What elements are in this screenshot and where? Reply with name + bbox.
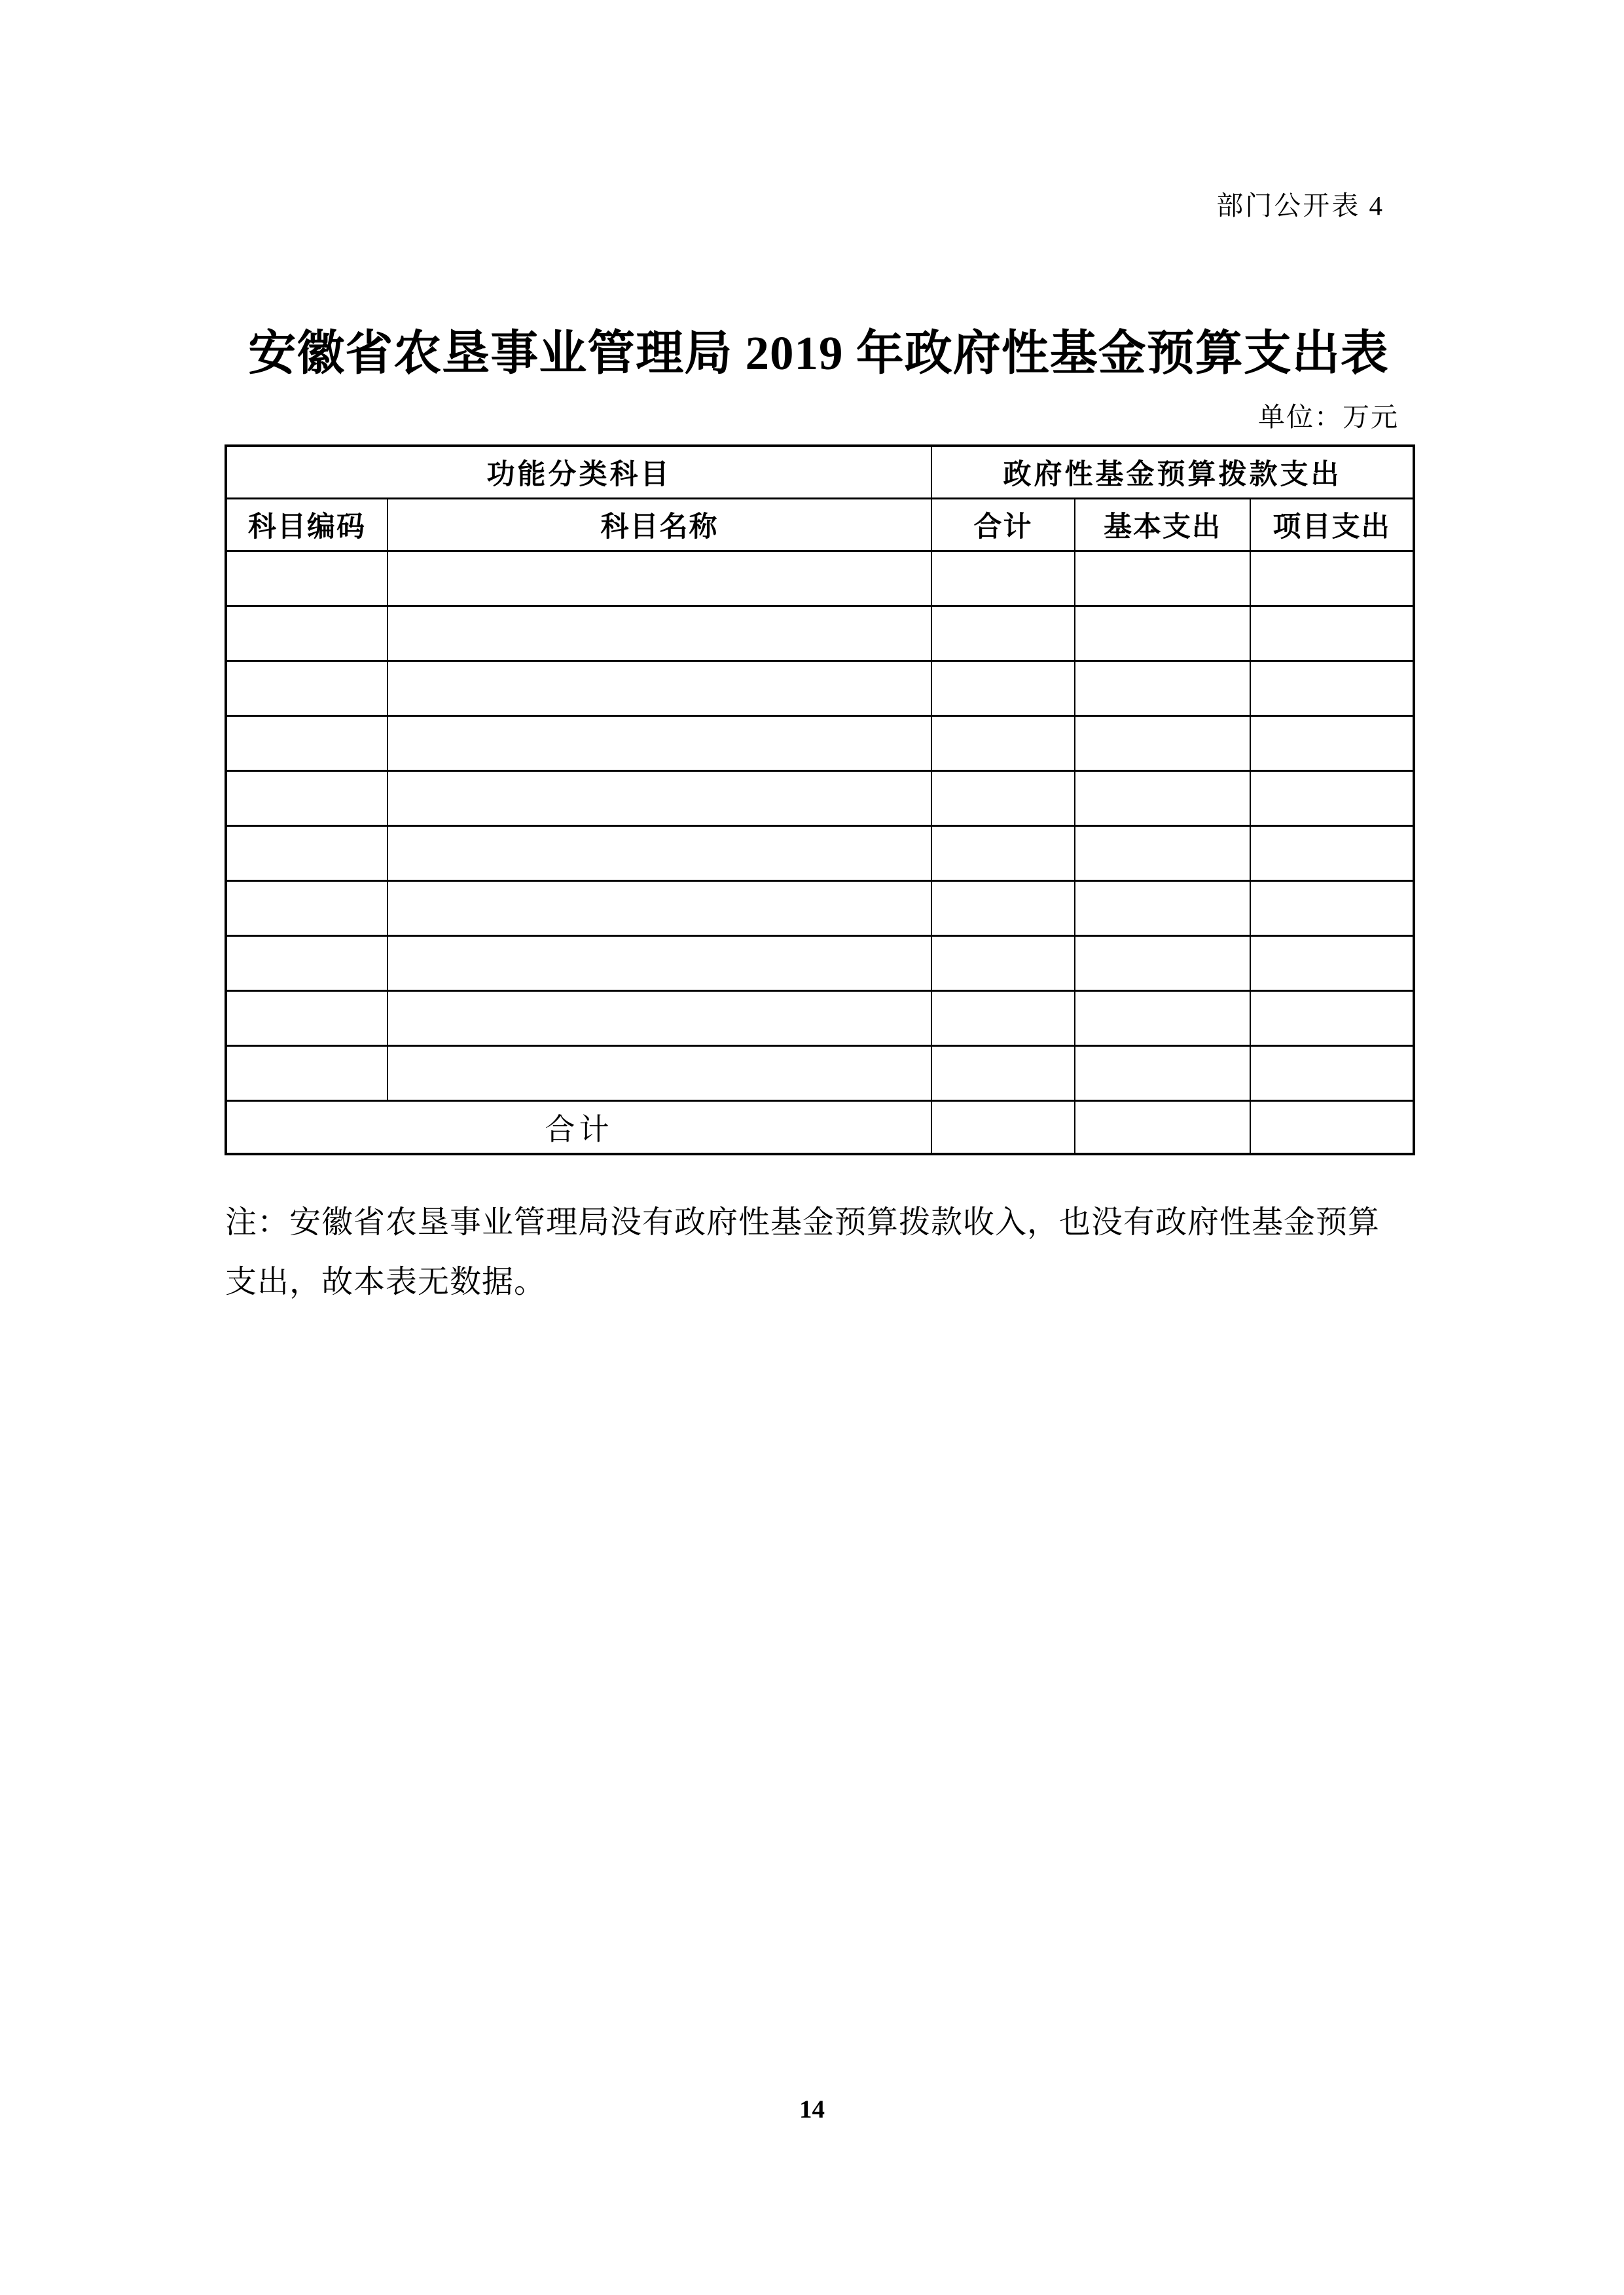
table-cell — [931, 825, 1075, 880]
total-label-cell: 合计 — [226, 1100, 931, 1154]
table-cell — [1075, 825, 1250, 880]
table-cell — [1075, 880, 1250, 935]
table-row — [226, 825, 1414, 880]
table-cell — [1250, 715, 1414, 770]
table-cell — [226, 935, 388, 990]
table-cell — [931, 880, 1075, 935]
table-row — [226, 770, 1414, 825]
header-group-function-classification: 功能分类科目 — [226, 446, 931, 498]
table-cell — [1075, 770, 1250, 825]
unit-label: 单位：万元 — [1258, 402, 1399, 432]
table-body — [226, 551, 1414, 1100]
table-cell — [1075, 551, 1250, 605]
total-row — [226, 1100, 1414, 1154]
total-value-total — [931, 1100, 1075, 1154]
table-cell — [388, 880, 931, 935]
table-cell — [1250, 770, 1414, 825]
table-row — [226, 1045, 1414, 1100]
table-cell — [1250, 551, 1414, 605]
table-cell — [931, 715, 1075, 770]
table-cell — [388, 551, 931, 605]
col-header-basic-expenditure: 基本支出 — [1075, 498, 1250, 551]
table-cell — [226, 990, 388, 1045]
table-cell — [226, 880, 388, 935]
table-row — [226, 990, 1414, 1045]
table-cell — [226, 551, 388, 605]
table-row — [226, 660, 1414, 715]
footnote-line-2: 支出，故本表无数据。 — [225, 1265, 547, 1299]
table-row — [226, 605, 1414, 660]
footnote-line-1: 注：安徽省农垦事业管理局没有政府性基金预算拨款收入，也没有政府性基金预算 — [225, 1205, 1380, 1240]
table-cell — [388, 770, 931, 825]
budget-table — [225, 444, 1415, 1155]
table-cell — [226, 770, 388, 825]
page-title: 安徽省农垦事业管理局 2019 年政府性基金预算支出表 — [248, 327, 1389, 380]
table-cell — [931, 551, 1075, 605]
table-cell — [1250, 825, 1414, 880]
table-cell — [1075, 935, 1250, 990]
col-header-subject-code: 科目编码 — [226, 498, 388, 551]
table-row — [226, 880, 1414, 935]
total-value-basic — [1075, 1100, 1250, 1154]
header-group-row — [226, 446, 1414, 498]
table-cell — [388, 1045, 931, 1100]
table-cell — [931, 990, 1075, 1045]
col-header-total: 合计 — [931, 498, 1075, 551]
table-cell — [1250, 880, 1414, 935]
table-cell — [1250, 935, 1414, 990]
table-cell — [1075, 990, 1250, 1045]
table-row — [226, 715, 1414, 770]
corner-label: 部门公开表 4 — [1216, 190, 1384, 221]
footnote — [225, 1193, 1423, 1312]
table-cell — [1250, 1045, 1414, 1100]
table-cell — [388, 990, 931, 1045]
header-group-government-fund-expenditure: 政府性基金预算拨款支出 — [931, 446, 1414, 498]
table-cell — [931, 660, 1075, 715]
table-cell — [1075, 1045, 1250, 1100]
table-cell — [226, 1045, 388, 1100]
table-cell — [1250, 660, 1414, 715]
table-cell — [931, 935, 1075, 990]
table-cell — [1250, 605, 1414, 660]
table-cell — [1250, 990, 1414, 1045]
table-cell — [226, 825, 388, 880]
column-header-row — [226, 498, 1414, 551]
table-cell — [388, 660, 931, 715]
table-cell — [388, 935, 931, 990]
page-number: 14 — [799, 2095, 825, 2123]
table-cell — [388, 605, 931, 660]
table-cell — [226, 715, 388, 770]
table-cell — [1075, 715, 1250, 770]
table-cell — [226, 660, 388, 715]
table-cell — [931, 770, 1075, 825]
total-value-project — [1250, 1100, 1414, 1154]
table-cell — [388, 715, 931, 770]
table-row — [226, 935, 1414, 990]
col-header-subject-name: 科目名称 — [388, 498, 931, 551]
table-cell — [931, 1045, 1075, 1100]
table-row — [226, 551, 1414, 605]
col-header-project-expenditure: 项目支出 — [1250, 498, 1414, 551]
table-cell — [1075, 605, 1250, 660]
table-cell — [931, 605, 1075, 660]
table-cell — [388, 825, 931, 880]
table-cell — [1075, 660, 1250, 715]
table-cell — [226, 605, 388, 660]
